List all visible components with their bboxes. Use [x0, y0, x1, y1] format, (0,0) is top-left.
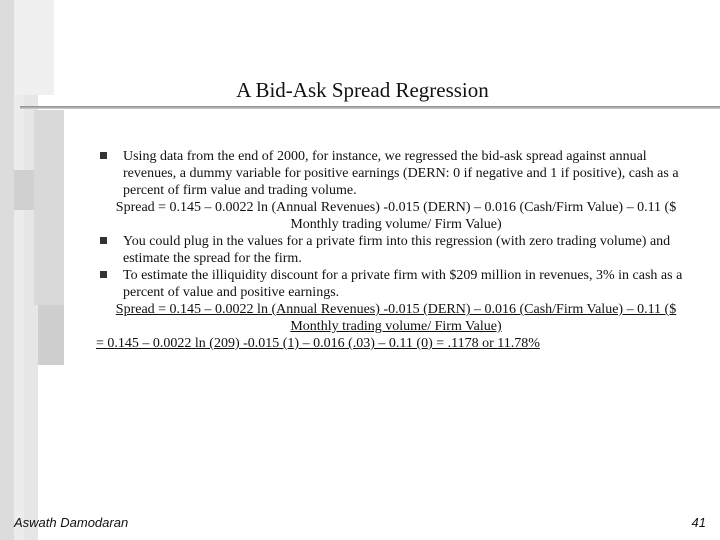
decorative-block: [14, 170, 34, 210]
bullet-item: [96, 233, 696, 267]
square-bullet-icon: [100, 152, 107, 159]
bullet-text: Using data from the end of 2000, for instance, we regressed the bid-ask spread against annual revenues, a dummy variable for positive earnings (DERN: 0 if negative and 1 if positive), cash as a percent of firm value and trading volume.: [123, 149, 679, 198]
slide-body: [96, 148, 696, 352]
regression-equation-applied: Spread = 0.145 – 0.0022 ln (Annual Revenues) -0.015 (DERN) – 0.016 (Cash/Firm Value) – 0.11 ($ Monthly trading volume/ Firm Value): [115, 302, 677, 334]
bullet-item: [96, 267, 696, 301]
decorative-block: [34, 110, 64, 305]
bullet-text: To estimate the illiquidity discount for a private firm with $209 million in revenues, 3% in cash as a percent of value and positive earnings.: [123, 268, 683, 300]
slide-title: A Bid-Ask Spread Regression: [236, 78, 489, 102]
bullet-item: [96, 148, 696, 199]
title-divider: [20, 106, 720, 109]
page-number: 41: [691, 515, 706, 530]
regression-equation: Spread = 0.145 – 0.0022 ln (Annual Revenues) -0.015 (DERN) – 0.016 (Cash/Firm Value) – 0.11 ($ Monthly trading volume/ Firm Value): [115, 200, 677, 232]
bullet-text: You could plug in the values for a private firm into this regression (with zero trading volume) and estimate the spread for the firm.: [123, 234, 671, 266]
spread-calculation: = 0.145 – 0.0022 ln (209) -0.015 (1) – 0.016 (.03) – 0.11 (0) = .1178 or 11.78%: [96, 336, 540, 351]
square-bullet-icon: [100, 237, 107, 244]
decorative-block: [38, 305, 64, 365]
square-bullet-icon: [100, 271, 107, 278]
footer-author: Aswath Damodaran: [14, 515, 129, 530]
